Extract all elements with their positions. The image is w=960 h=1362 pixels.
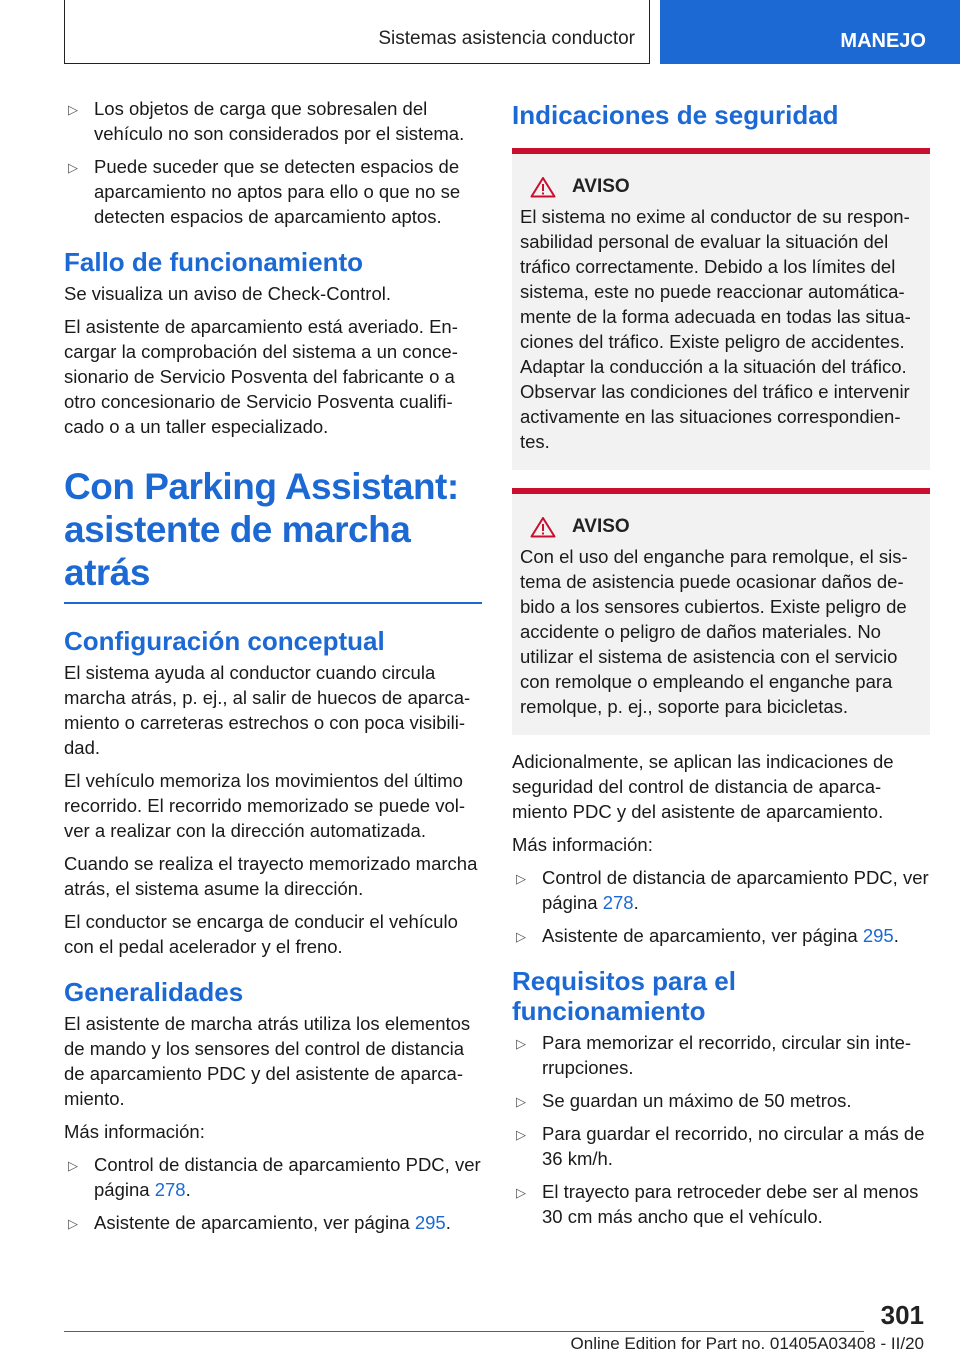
more-info-label: Más información: <box>64 1121 205 1142</box>
list-item: ▷ Se guardan un máximo de 50 metros. <box>512 1088 930 1113</box>
triangle-bullet-icon: ▷ <box>516 871 526 886</box>
paragraph: Cuando se realiza el trayecto memorizado marcha atrás, el sistema asume la dirección. <box>64 853 478 899</box>
warning-text: Con el uso del enganche para remolque, el sistema de asistencia puede ocasionar daños debido a los sensores cubiertos. Existe peligro de accidente o peligro de daños materiales. No utilizar el sistema de asistencia con el servicio con remolque o empleando el enganche para remolque, p. ej., soporte para bicicletas. <box>520 546 908 717</box>
warning-label: AVISO <box>572 516 630 537</box>
list-item: ▷ Puede suceder que se detecten espacios de aparcamiento no aptos para ello o que no se detecten espacios de aparcamiento aptos. <box>68 156 461 227</box>
heading-seguridad: Indicaciones de seguridad <box>512 100 839 130</box>
header-section-title: Sistemas asistencia conductor <box>378 28 635 49</box>
triangle-bullet-icon: ▷ <box>68 160 78 175</box>
warning-box <box>512 148 930 470</box>
list-item: ▷ Control de distancia de aparcamiento PDC, ver página 278. <box>68 1154 481 1200</box>
paragraph: Se visualiza un aviso de Check-Control. <box>64 283 391 304</box>
warning-text: El sistema no exime al conductor de su responsabilidad personal de evaluar la situación del tráfico correctamente. Debido a los límites del sistema, este no puede reaccionar automáticamente de la forma adecuada en todas las situaciones del tráfico. Existe peligro de accidentes. Adaptar la conducción a la situación del tráfico. Observar las condiciones del tráfico e intervenir activamente en las situaciones correspondientes. <box>520 206 911 452</box>
triangle-bullet-icon: ▷ <box>68 102 78 117</box>
warning-box <box>512 488 930 735</box>
list-item: ▷ Asistente de aparcamiento, ver página 295. <box>64 1210 482 1235</box>
page-number: 301 <box>880 1300 924 1330</box>
paragraph: El vehículo memoriza los movimientos del último recorrido. El recorrido memorizado se puede volver a realizar con la dirección automatizada. <box>64 770 466 841</box>
list-item: ▷ Control de distancia de aparcamiento PDC, ver página 278. <box>516 867 929 913</box>
right-column <box>512 96 930 1237</box>
list-item: ▷ Los objetos de carga que sobresalen del vehículo no son considerados por el sistema. <box>68 98 465 144</box>
triangle-bullet-icon: ▷ <box>516 1036 526 1051</box>
header-chapter-tab[interactable]: MANEJO <box>660 0 960 64</box>
paragraph: El conductor se encarga de conducir el vehículo con el pedal acelerador y el freno. <box>64 911 458 957</box>
paragraph: El asistente de aparcamiento está averiado. Encargar la comprobación del sistema a un concesionario de Servicio Posventa del fabricante o a otro concesionario de Servicio Posventa cualificado o a un taller especializado. <box>64 316 458 437</box>
list-item: ▷ Para guardar el recorrido, no circular a más de 36 km/h. <box>516 1123 925 1169</box>
edition-note: Online Edition for Part no. 01405A03408 - II/20 <box>570 1334 924 1353</box>
paragraph: Adicionalmente, se aplican las indicaciones de seguridad del control de distancia de aparcamiento PDC y del asistente de aparcamiento. <box>512 751 894 822</box>
warning-triangle-icon <box>530 516 556 538</box>
left-column <box>64 96 482 1243</box>
triangle-bullet-icon: ▷ <box>516 1185 526 1200</box>
triangle-bullet-icon: ▷ <box>516 929 526 944</box>
paragraph: El asistente de marcha atrás utiliza los elementos de mando y los sensores del control de distancia de aparcamiento PDC y del asistente de aparcamiento. <box>64 1013 471 1109</box>
triangle-bullet-icon: ▷ <box>516 1127 526 1142</box>
list-item: ▷ Para memorizar el recorrido, circular sin interrupciones. <box>516 1032 912 1078</box>
heading-configuracion: Configuración conceptual <box>64 626 385 656</box>
heading-fallo: Fallo de funcionamiento <box>64 247 364 277</box>
triangle-bullet-icon: ▷ <box>68 1216 78 1231</box>
paragraph: El sistema ayuda al conductor cuando circula marcha atrás, p. ej., al salir de huecos de aparcamiento o carreteras estrechos o con poca visibilidad. <box>64 662 471 758</box>
warning-triangle-icon <box>530 176 556 198</box>
footer-divider <box>64 1331 864 1332</box>
triangle-bullet-icon: ▷ <box>516 1094 526 1109</box>
page-link[interactable]: 295 <box>414 1212 446 1233</box>
heading-requisitos: Requisitos para el funcionamiento <box>512 966 736 1026</box>
list-item: ▷ El trayecto para retroceder debe ser al menos 30 cm más ancho que el vehículo. <box>516 1181 919 1227</box>
list-item: ▷ Asistente de aparcamiento, ver página 295. <box>512 923 930 948</box>
header-section-box <box>64 0 650 64</box>
page-link[interactable]: 278 <box>602 892 634 913</box>
heading-generalidades: Generalidades <box>64 977 244 1007</box>
triangle-bullet-icon: ▷ <box>68 1158 78 1173</box>
warning-label: AVISO <box>572 176 630 197</box>
main-heading-parking-assistant: Con Parking Assistant: asistente de marcha atrás <box>64 465 482 604</box>
page-link[interactable]: 278 <box>154 1179 186 1200</box>
more-info-label: Más información: <box>512 834 653 855</box>
page-link[interactable]: 295 <box>862 925 894 946</box>
